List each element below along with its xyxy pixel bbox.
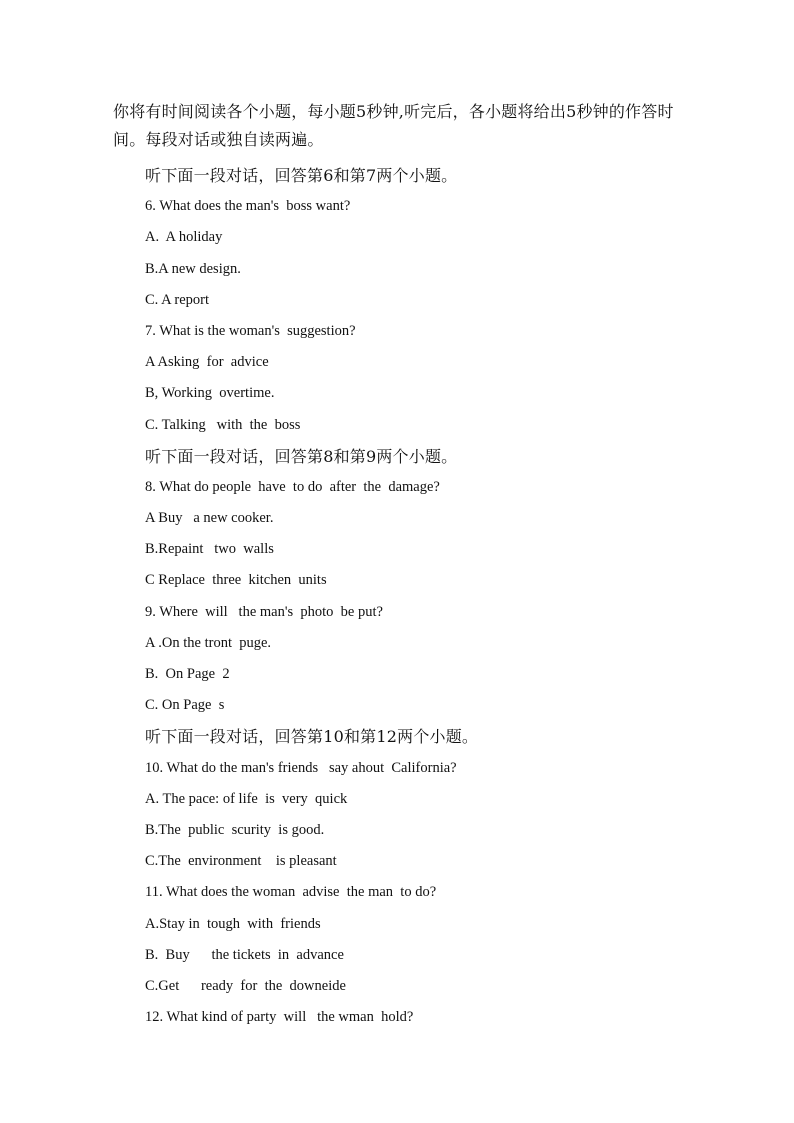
question-line: 8. What do people have to do after the damage?	[145, 478, 440, 495]
question-line: C.The environment is pleasant	[145, 853, 337, 870]
question-line: 11. What does the woman advise the man to do?	[145, 884, 437, 901]
question-line: 12. What kind of party will the wman hold?	[145, 1009, 414, 1026]
question-line: B. On Page 2	[145, 666, 230, 682]
section-instruction: 听下面一段对话，回答第6和第7两个小题。	[145, 166, 458, 185]
question-line: A Buy a new cooker.	[145, 510, 274, 527]
question-line: 7. What is the woman's suggestion?	[145, 322, 356, 339]
question-line: C Replace three kitchen units	[145, 572, 327, 589]
section-instruction: 听下面一段对话，回答第8和第9两个小题。	[145, 446, 458, 466]
section-instruction: 听下面一段对话，回答第10和第12两个小题。	[145, 727, 479, 747]
intro-paragraph: 你将有时间阅读各个小题，每小题5秒钟,听完后，各小题将给出5秒钟的作答时间。每段对话或独自读两遍。	[113, 102, 674, 149]
question-line: A. A holiday	[145, 229, 223, 246]
question-line: A.Stay in tough with friends	[145, 915, 321, 932]
question-line: B.A new design.	[145, 260, 241, 277]
question-line: 6. What does the man's boss want?	[145, 198, 351, 215]
question-line: C.Get ready for the downeide	[145, 977, 346, 994]
question-line: C. A report	[145, 291, 210, 308]
question-line: 9. Where will the man's photo be put?	[145, 603, 383, 620]
question-line: C. Talking with the boss	[145, 416, 301, 433]
question-list	[145, 160, 705, 1033]
question-line: B, Working overtime.	[145, 385, 275, 402]
question-line: B.Repaint two walls	[145, 541, 274, 558]
question-line: B.The public scurity is good.	[145, 821, 325, 838]
question-line: A .On the tront puge.	[145, 634, 272, 651]
question-line: C. On Page s	[145, 697, 225, 714]
question-line: A. The pace: of life is very quick	[145, 790, 348, 807]
question-line: B. Buy the tickets in advance	[145, 946, 344, 963]
question-line: A Asking for advice	[145, 354, 269, 371]
question-line: 10. What do the man's friends say ahout California?	[145, 759, 457, 776]
